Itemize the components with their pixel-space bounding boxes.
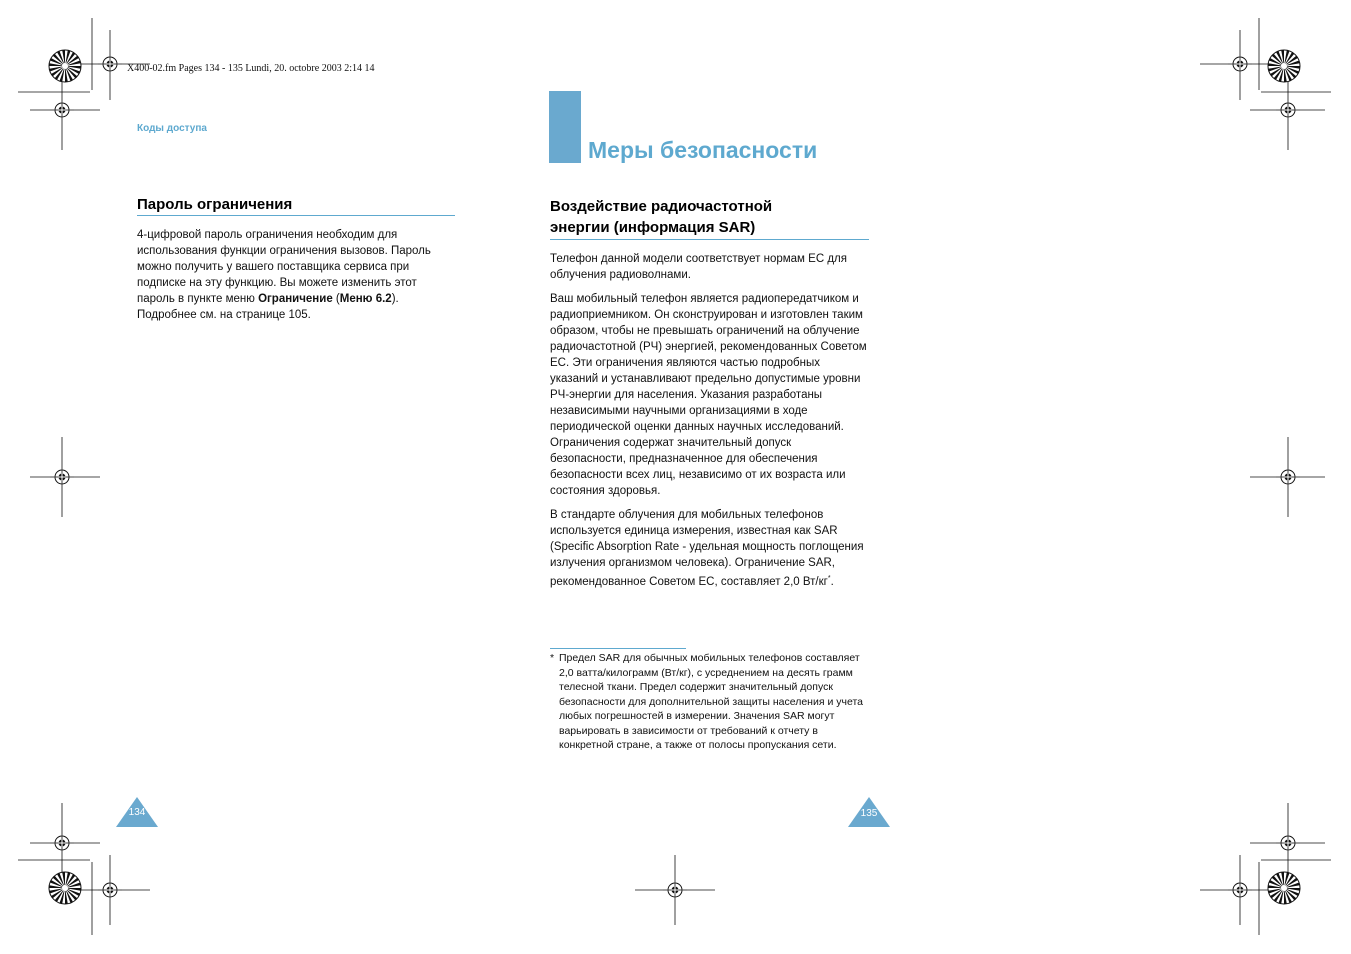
left-paragraph: 4-цифровой пароль ограничения необходим для использования функции ограничения вызовов. Пароль можно получить у вашего поставщика сервиса при подписке на эту функцию. Вы можете изменить этот пароль в пункте меню Ограничение (Меню 6.2). Подробнее см. на странице 105. [137,229,431,321]
footnote-text: Предел SAR для обычных мобильных телефонов составляет 2,0 ватта/килограмм (Вт/кг), с усреднением на десять грамм телесной ткани. Предел содержит значительный допуск безопасности для дополнительной защиты населения и учета любых погрешностей в измерении. Значения SAR могут варьировать в зависимости от требований к отчету в конкретной стране, а также от полосы пропускания сети. [559,652,863,751]
starburst-wheel-icon [1268,872,1300,904]
section-rule-left [137,215,455,216]
title-color-block [549,91,581,163]
starburst-wheel-icon [49,872,81,904]
section-title-right: Воздействие радиочастотной энергии (информация SAR) [550,198,773,236]
file-info-line: X400-02.fm Pages 134 - 135 Lundi, 20. octobre 2003 2:14 14 [127,63,375,74]
right-body [550,251,870,598]
page-number-right: 135 [848,797,890,827]
paragraph-1: Телефон данной модели соответствует нормам ЕС для облучения радиоволнами. [550,253,847,281]
footnote-rule [550,648,686,649]
starburst-wheel-icon [49,50,81,82]
running-head: Коды доступа [137,123,207,134]
paragraph-2: Ваш мобильный телефон является радиопередатчиком и радиоприемником. Он сконструирован и изготовлен таким образом, чтобы не превышать ограничений на облучение радиочастотной (РЧ) энергией, рекомендованных Советом ЕС. Эти ограничения являются частью подробных указаний и устанавливают предельно допустимые уровни РЧ-энергии для населения. Указания разработаны независимыми научными организациями в ходе периодической оценки данных научных исследований. Ограничения содержат значительный допуск безопасности, предназначенное для обеспечения безопасности всех лиц, независимо от их возраста или состояния здоровья. [550,293,867,497]
footnote [550,651,870,753]
starburst-wheel-icon [1268,50,1300,82]
page-number-left: 134 [116,797,158,827]
paragraph-3: В стандарте облучения для мобильных телефонов используется единица измерения, известная как SAR (Specific Absorption Rate - удельная мощность поглощения излучения организмом человека). Ограничение SAR, рекомендованное Советом ЕС, составляет 2,0 Вт/кг*. [550,509,864,588]
section-title-left: Пароль ограничения [137,196,293,213]
menu-name: Ограничение [258,293,333,305]
page-title: Меры безопасности [588,137,818,163]
footnote-marker: * [550,652,555,664]
menu-number: Меню 6.2 [339,293,392,305]
section-rule-right [550,239,869,240]
